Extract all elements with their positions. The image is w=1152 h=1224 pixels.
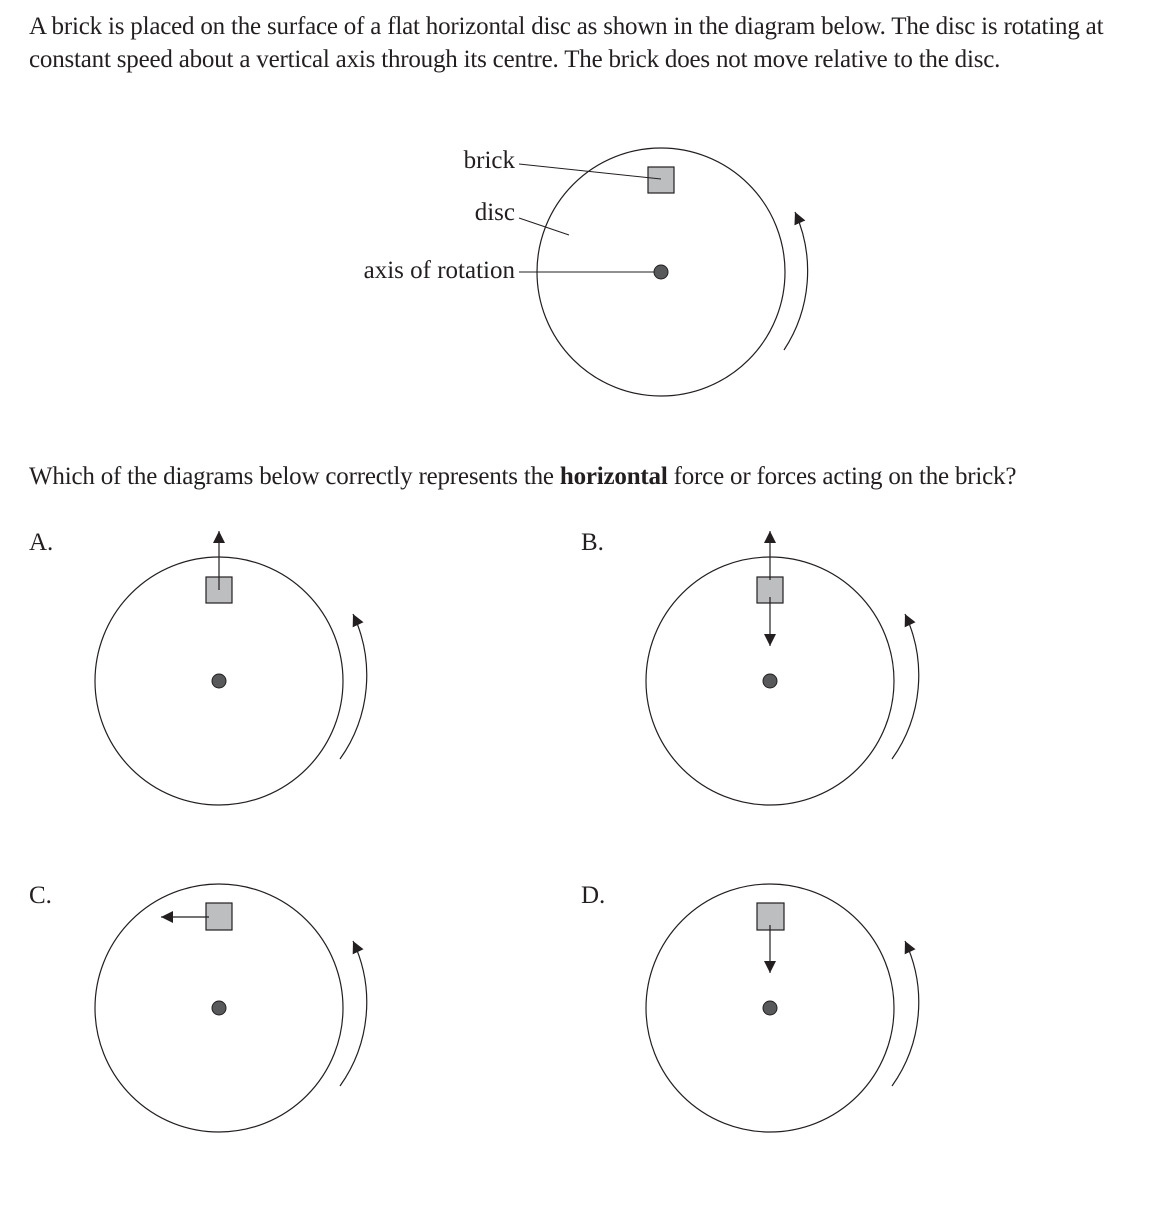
rotation-arrow-icon [892,941,919,1086]
axis-dot [212,674,226,688]
axis-dot [212,1001,226,1015]
rotation-arrow-icon [784,212,808,350]
axis-dot [763,674,777,688]
label-disc: disc [474,199,515,226]
axis-dot [654,265,668,279]
option-c-label[interactable]: C. [29,882,52,909]
brick [648,167,674,193]
rotation-arrow-icon [340,941,367,1086]
option-b-label[interactable]: B. [581,529,604,556]
brick-leader-line [519,164,661,179]
label-brick: brick [463,147,515,174]
option-c-diagram[interactable] [95,884,367,1132]
axis-dot [763,1001,777,1015]
rotation-arrow-icon [892,614,919,759]
prompt-after: force or forces acting on the brick? [667,463,1017,490]
option-a-diagram[interactable] [95,531,367,805]
label-axis-of-rotation: axis of rotation [363,257,515,284]
brick [206,903,232,930]
main-diagram [519,148,808,396]
question-intro: A brick is placed on the surface of a flat horizontal disc as shown in the diagram below. The disc is rotating at constant speed about a vertical axis through its centre. The brick does not move relative to the disc. [29,13,1104,73]
prompt-before: Which of the diagrams below correctly represents the [29,463,560,490]
option-a-label[interactable]: A. [29,529,54,556]
prompt-bold: horizontal [559,463,668,490]
option-d-label[interactable]: D. [581,882,606,909]
rotation-arrow-icon [340,614,367,759]
option-b-diagram[interactable] [646,531,919,805]
option-d-diagram[interactable] [646,884,919,1132]
